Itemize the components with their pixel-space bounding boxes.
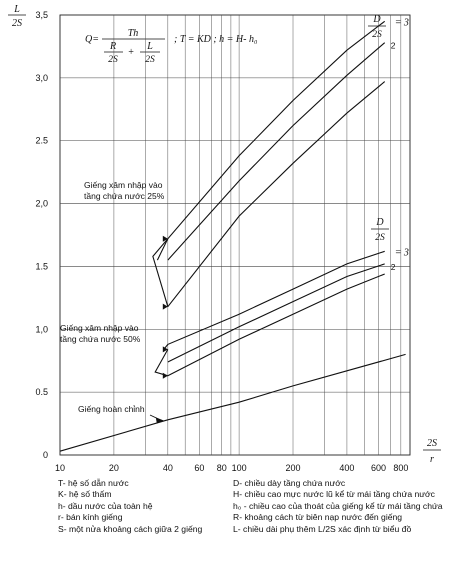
group-label: tầng chứa nước 25% [84, 191, 165, 201]
x-tick-label: 600 [370, 463, 386, 473]
ratio-lower-den: 2S [375, 233, 385, 243]
y-tick-label: 0.5 [35, 387, 48, 398]
legend-item: H- chiều cao mực nước lũ kể từ mái tầng chứa nước [233, 489, 435, 500]
x-axis-label-den: r [430, 454, 434, 465]
formula-q: Q= [85, 34, 99, 45]
legend-left [58, 478, 202, 535]
x-axis-label [423, 438, 441, 465]
x-tick-label: 40 [162, 463, 173, 473]
formula-num: Th [127, 28, 139, 39]
y-axis-label-num: L [14, 4, 20, 15]
group-bracket [155, 349, 168, 375]
ratio-lower-num: D [376, 217, 384, 228]
legend-item: T- hệ số dẫn nước [58, 478, 129, 488]
series-label: = 3 [394, 247, 409, 259]
series-line [60, 354, 406, 451]
plot-area [35, 10, 410, 473]
group-label: Giếng xâm nhập vào [60, 323, 139, 333]
legend-item: r- bán kính giếng [58, 512, 123, 523]
x-tick-label: 400 [339, 463, 355, 473]
bracket-arrow [163, 373, 168, 379]
legend-item: S- một nửa khoảng cách giữa 2 giếng [58, 523, 203, 534]
group-label: Giếng hoàn chỉnh [78, 404, 145, 414]
group-label: Giếng xâm nhập vào [84, 180, 163, 190]
legend-item: L- chiều dài phụ thêm L/2S xác định từ biểu đồ [233, 523, 412, 534]
y-tick-label: 1,0 [35, 324, 48, 335]
x-tick-label: 100 [231, 463, 247, 473]
y-tick-label: 0 [42, 450, 48, 460]
y-axis-label [8, 4, 26, 29]
formula-r-den: 2S [108, 55, 118, 65]
series-line [164, 251, 385, 349]
legend-item: R- khoảng cách từ biên nạp nước đến giếng [233, 512, 403, 523]
x-tick-label: 200 [285, 463, 301, 473]
series-label: 2 [390, 40, 396, 51]
legend-item: D- chiều dày tầng chứa nước [233, 478, 346, 488]
ratio-upper-num: D [373, 14, 381, 25]
x-tick-label: 80 [216, 463, 227, 473]
plot-frame [60, 15, 410, 455]
ratio-upper-den: 2S [372, 30, 382, 40]
x-tick-label: 60 [194, 463, 205, 473]
legend-item: h- dầu nước của toàn hệ [58, 500, 153, 511]
series-label: = 3 [394, 17, 409, 29]
ratio-label-lower [371, 217, 389, 243]
series-line [168, 82, 385, 307]
formula-l-num: L [147, 41, 153, 52]
formula-r-num: R [109, 41, 117, 52]
x-tick-label: 800 [393, 463, 409, 473]
formula-tail: ; T = KD ; h = H- h₀ [174, 34, 258, 45]
legend-item: K- hệ số thấm [58, 489, 112, 500]
y-tick-label: 3,5 [35, 10, 48, 20]
legend-item: h₀ - chiều cao của thoát của giếng kể từ mái tầng chứa [233, 500, 443, 511]
y-axis-label-den: 2S [12, 18, 22, 29]
series-line [168, 264, 385, 362]
legend-right [233, 478, 443, 535]
y-tick-label: 2.5 [35, 135, 48, 146]
formula-l-den: 2S [145, 55, 155, 65]
formula [85, 28, 258, 65]
y-tick-label: 1.5 [35, 261, 48, 272]
x-tick-label: 20 [108, 463, 119, 473]
series-label: 2 [390, 261, 396, 272]
series-line [168, 274, 385, 376]
y-tick-label: 3,0 [35, 72, 48, 83]
formula-plus: + [127, 47, 135, 58]
group-label: tầng chứa nước 50% [60, 334, 141, 344]
x-tick-label: 10 [54, 463, 66, 473]
x-axis-label-num: 2S [427, 438, 437, 449]
series-line [168, 43, 385, 260]
y-tick-label: 2,0 [35, 198, 48, 209]
group-bracket [153, 239, 168, 307]
